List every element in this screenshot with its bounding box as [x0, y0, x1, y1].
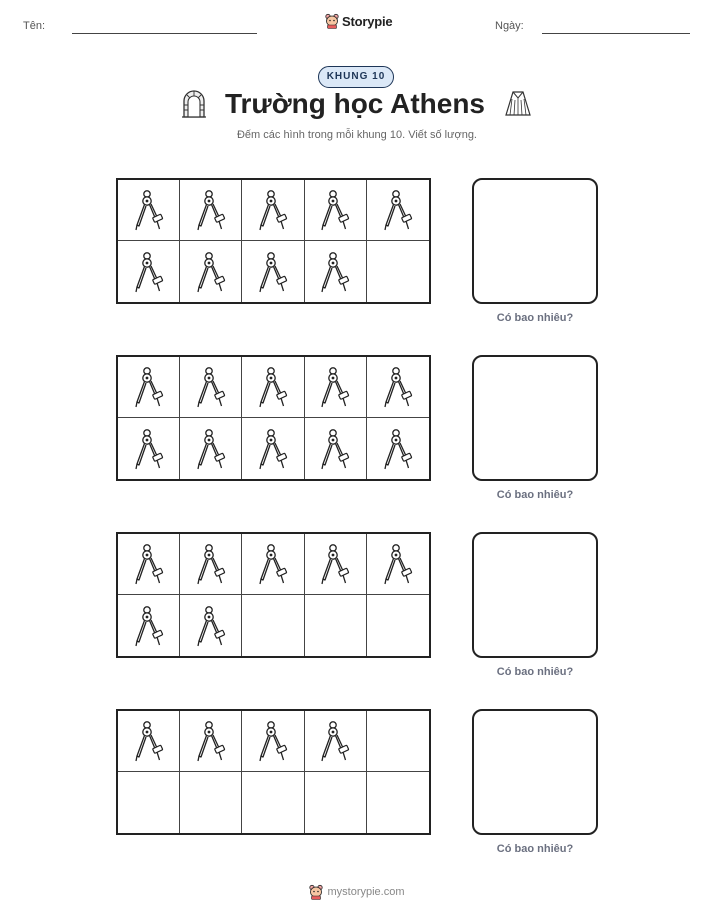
answer-question-2: Có bao nhiêu? [496, 489, 574, 501]
ten-frame-cell [305, 534, 367, 595]
ten-frame-badge: KHUNG 10 [318, 66, 394, 88]
drawing-compass-icon [131, 718, 167, 764]
drawing-compass-icon [317, 718, 353, 764]
drawing-compass-icon [193, 426, 229, 472]
ten-frame-cell [118, 241, 180, 302]
drawing-compass-icon [131, 603, 167, 649]
ten-frame-cell [242, 241, 304, 302]
ten-frame-cell [367, 772, 429, 833]
ten-frame-cell [180, 534, 242, 595]
ten-frame-3 [116, 532, 431, 658]
footer [0, 884, 714, 900]
ten-frame-cell [367, 357, 429, 418]
greek-toga-icon [503, 89, 533, 119]
brand-logo [325, 13, 392, 29]
ten-frame-2 [116, 355, 431, 481]
ten-frame-cell [118, 418, 180, 479]
drawing-compass-icon [131, 364, 167, 410]
drawing-compass-icon [255, 541, 291, 587]
ten-frame-cell [367, 595, 429, 656]
drawing-compass-icon [317, 249, 353, 295]
answer-question-3: Có bao nhiêu? [496, 666, 574, 678]
name-line [72, 33, 257, 34]
ten-frame-cell [180, 595, 242, 656]
instructions: Đếm các hình trong mỗi khung 10. Viết số lượng. [236, 129, 477, 141]
ten-frame-cell [305, 357, 367, 418]
footer-url: mystorypie.com [327, 886, 405, 898]
answer-box-3[interactable] [472, 532, 598, 658]
drawing-compass-icon [255, 249, 291, 295]
ten-frame-cell [242, 711, 304, 772]
drawing-compass-icon [255, 426, 291, 472]
ten-frame-1 [116, 178, 431, 304]
drawing-compass-icon [131, 249, 167, 295]
ten-frame-cell [305, 772, 367, 833]
drawing-compass-icon [317, 541, 353, 587]
drawing-compass-icon [317, 364, 353, 410]
ten-frame-cell [242, 180, 304, 241]
storypie-mascot-icon [325, 13, 339, 29]
drawing-compass-icon [317, 187, 353, 233]
answer-question-4: Có bao nhiêu? [496, 843, 574, 855]
ten-frame-cell [118, 772, 180, 833]
storypie-mascot-icon [309, 884, 323, 900]
ten-frame-cell [118, 534, 180, 595]
ten-frame-cell [367, 241, 429, 302]
ten-frame-cell [305, 241, 367, 302]
answer-question-1: Có bao nhiêu? [496, 312, 574, 324]
ten-frame-cell [180, 711, 242, 772]
ten-frame-cell [180, 772, 242, 833]
ten-frame-cell [180, 357, 242, 418]
ten-frame-cell [305, 595, 367, 656]
name-label: Tên: [23, 20, 46, 32]
ten-frame-cell [180, 180, 242, 241]
ten-frame-cell [118, 180, 180, 241]
drawing-compass-icon [193, 541, 229, 587]
ten-frame-cell [305, 711, 367, 772]
answer-box-2[interactable] [472, 355, 598, 481]
date-line [542, 33, 690, 34]
ten-frame-cell [118, 711, 180, 772]
ten-frame-cell [305, 418, 367, 479]
ten-frame-cell [242, 534, 304, 595]
ten-frame-cell [242, 595, 304, 656]
drawing-compass-icon [131, 187, 167, 233]
ten-frame-cell [118, 595, 180, 656]
drawing-compass-icon [380, 541, 416, 587]
ten-frame-cell [118, 357, 180, 418]
ten-frame-cell [242, 418, 304, 479]
drawing-compass-icon [193, 249, 229, 295]
drawing-compass-icon [193, 603, 229, 649]
ten-frame-4 [116, 709, 431, 835]
ten-frame-cell [367, 418, 429, 479]
ten-frame-cell [367, 180, 429, 241]
drawing-compass-icon [131, 541, 167, 587]
ten-frame-cell [242, 772, 304, 833]
ten-frame-cell [180, 418, 242, 479]
answer-box-1[interactable] [472, 178, 598, 304]
drawing-compass-icon [255, 364, 291, 410]
drawing-compass-icon [380, 426, 416, 472]
drawing-compass-icon [193, 718, 229, 764]
drawing-compass-icon [193, 187, 229, 233]
drawing-compass-icon [131, 426, 167, 472]
ten-frame-cell [367, 711, 429, 772]
page-title: Trường học Athens [224, 88, 486, 119]
ten-frame-cell [180, 241, 242, 302]
drawing-compass-icon [380, 187, 416, 233]
ten-frame-cell [242, 357, 304, 418]
drawing-compass-icon [255, 718, 291, 764]
drawing-compass-icon [380, 364, 416, 410]
title-row [0, 88, 714, 120]
answer-box-4[interactable] [472, 709, 598, 835]
stone-arch-icon [181, 89, 207, 119]
drawing-compass-icon [255, 187, 291, 233]
drawing-compass-icon [193, 364, 229, 410]
brand-name: Storypie [342, 13, 393, 29]
date-label: Ngày: [495, 20, 524, 32]
ten-frame-cell [367, 534, 429, 595]
drawing-compass-icon [317, 426, 353, 472]
ten-frame-cell [305, 180, 367, 241]
